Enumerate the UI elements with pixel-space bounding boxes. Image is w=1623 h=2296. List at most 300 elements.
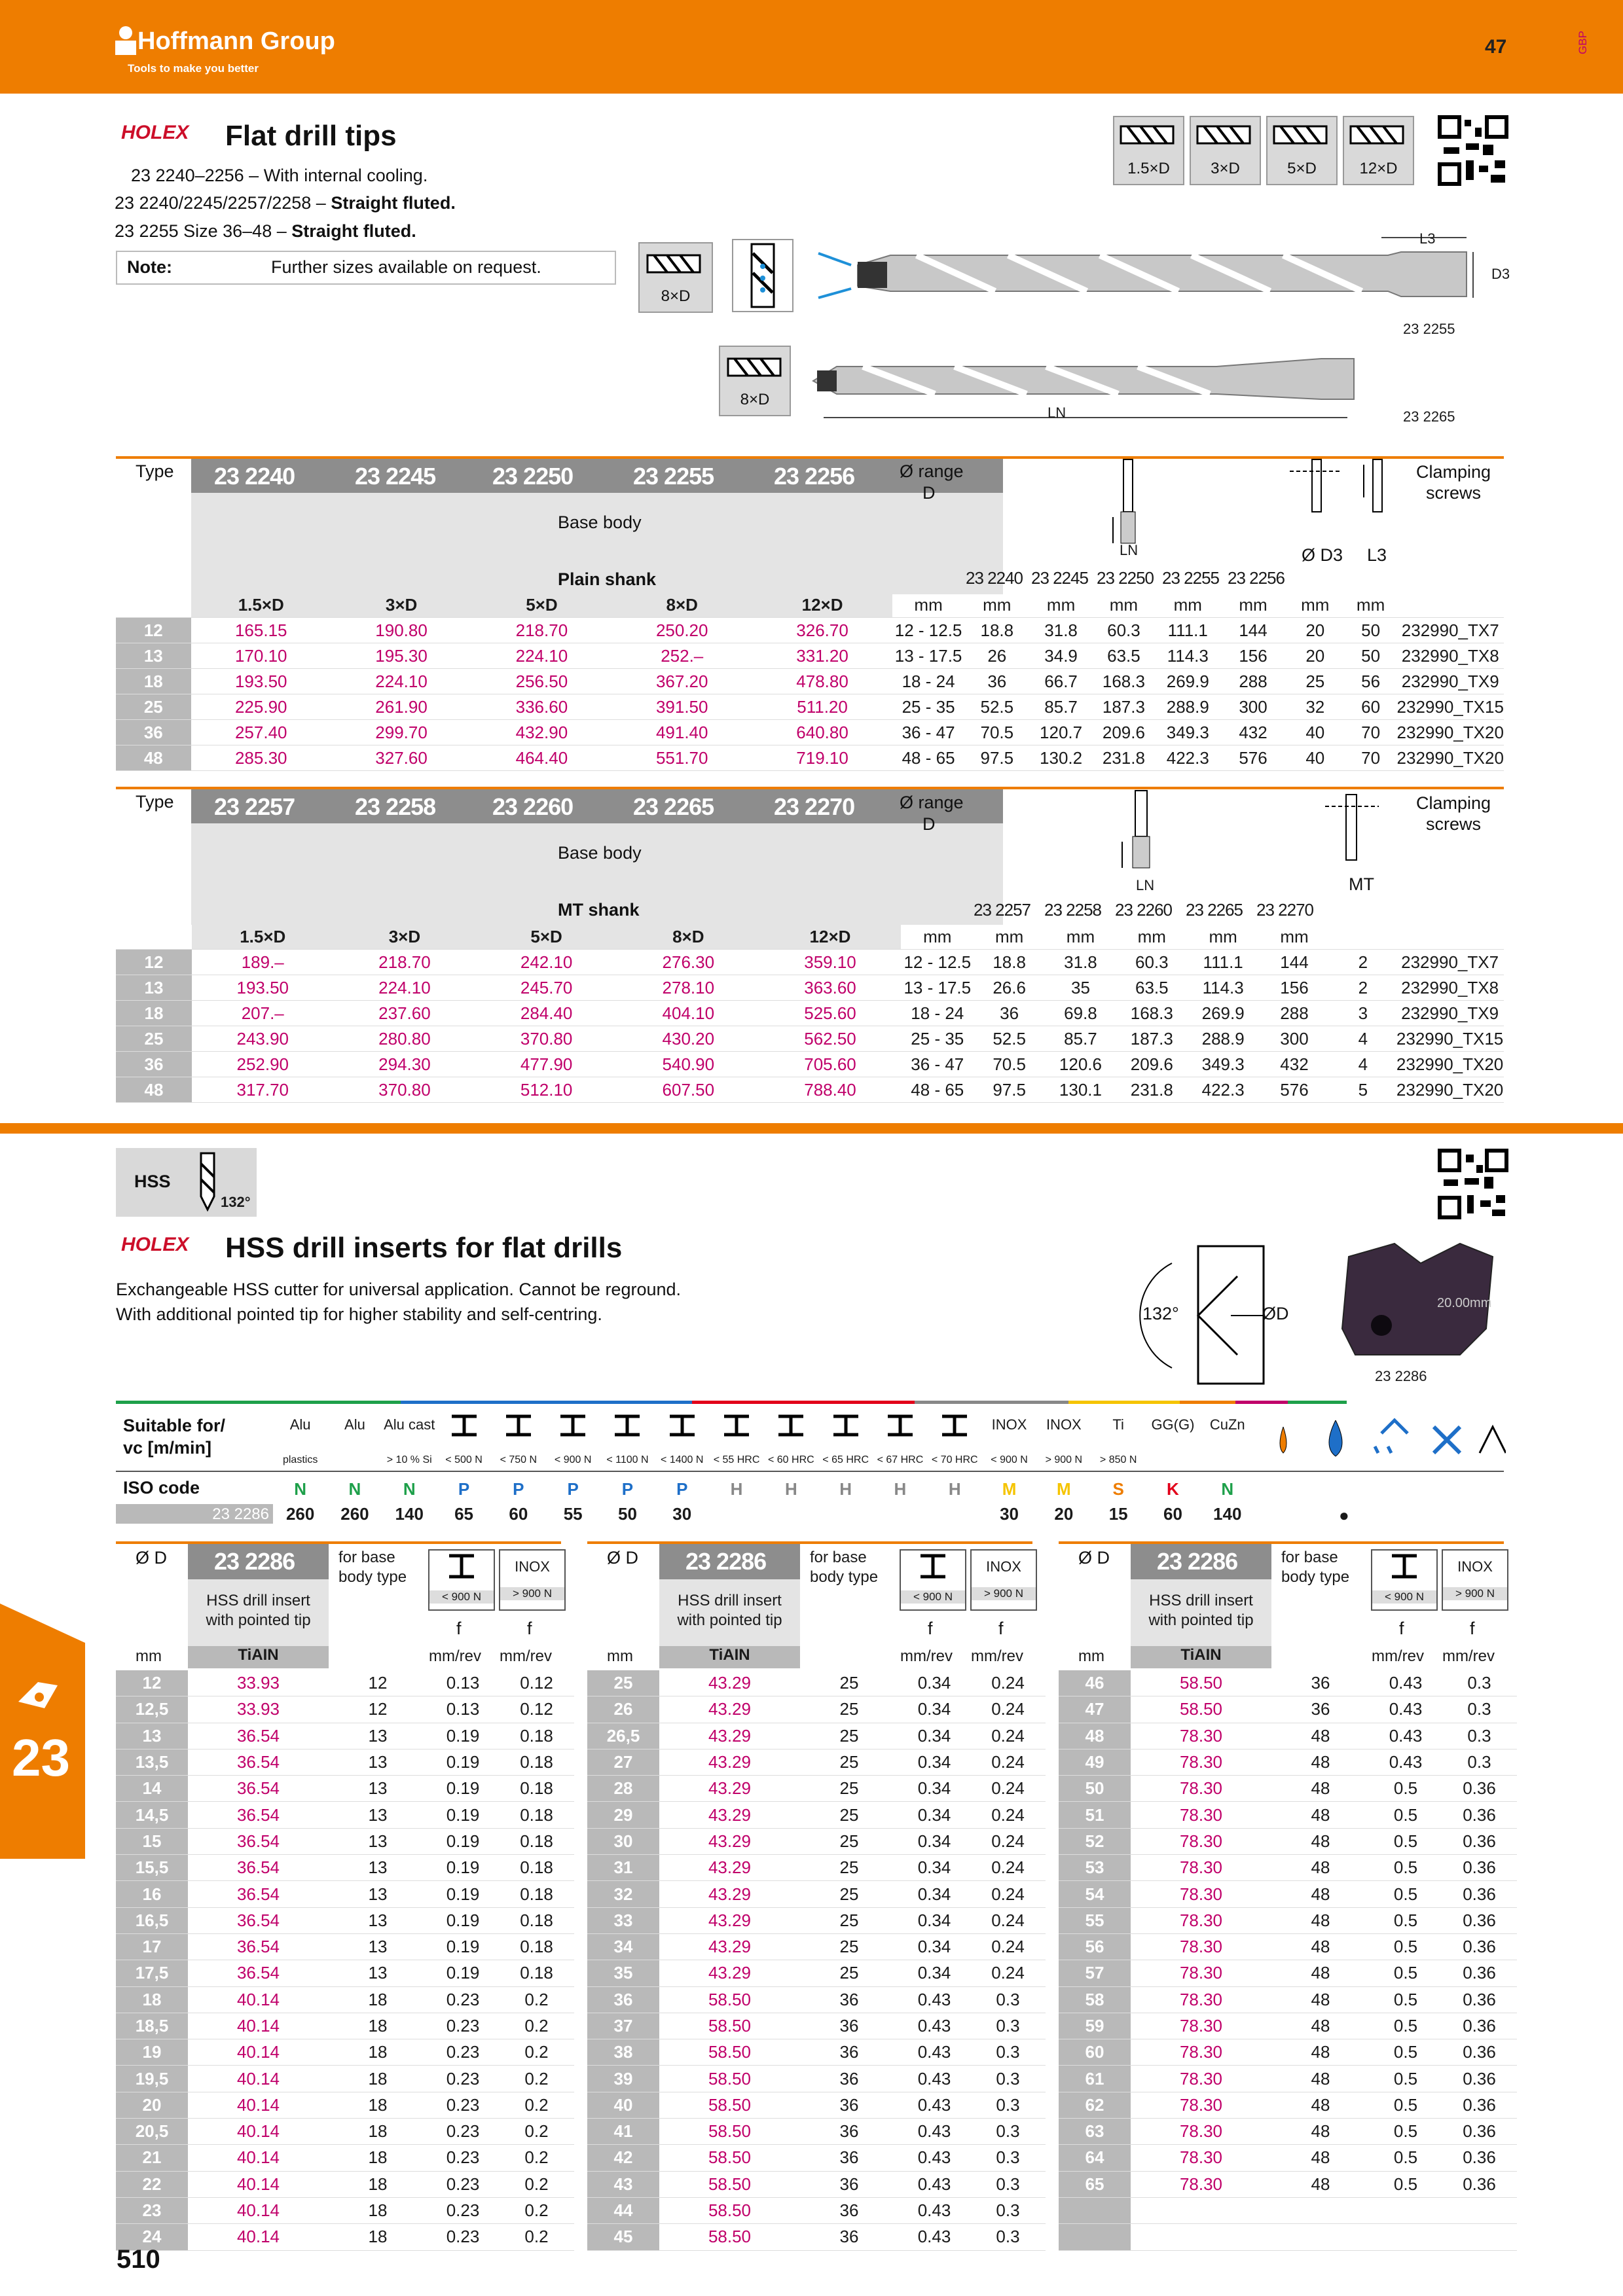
price-cell: 58.50	[659, 2197, 800, 2223]
size-cell: 56	[1059, 1933, 1131, 1960]
dim-ln: LN	[1048, 404, 1067, 421]
inox-icon-box	[499, 1549, 566, 1611]
size-cell: 23	[116, 2197, 188, 2223]
steel-beam-icon	[775, 1412, 807, 1439]
f-inox-cell: 0.2	[499, 2145, 574, 2171]
table-row	[587, 1802, 1046, 1828]
steel-beam-icon	[901, 1551, 965, 1583]
table-row	[1059, 2066, 1517, 2092]
price-cell: 78.30	[1131, 1776, 1271, 1802]
size-cell: 12	[116, 950, 192, 975]
hss-badge	[116, 1148, 257, 1217]
screw-cell: 232990_TX20	[1396, 720, 1504, 745]
price-cell: 58.50	[659, 2013, 800, 2039]
base-type-cell: 48	[1271, 2039, 1370, 2066]
f-steel-cell: 0.34	[898, 1828, 970, 1854]
material-col	[437, 1407, 491, 1525]
f-inox-cell: 0.2	[499, 2224, 574, 2250]
price-cell: 256.50	[471, 669, 611, 694]
f-steel-cell: 0.43	[898, 2171, 970, 2197]
price-cell: 43.29	[659, 1960, 800, 1986]
f-steel-cell: 0.5	[1370, 1802, 1442, 1828]
vc-value: 30	[672, 1504, 692, 1524]
table-row	[116, 1855, 574, 1881]
code-23-2250: 23 2250	[492, 463, 574, 490]
table-row	[587, 2224, 1046, 2250]
mt-cell: 4	[1330, 1026, 1396, 1052]
price-cell: 261.90	[331, 694, 471, 720]
table1-row	[116, 618, 1504, 643]
price-cell: 326.70	[752, 618, 892, 643]
ln-cell: 36	[974, 1001, 1045, 1026]
table-row	[1059, 1855, 1517, 1881]
f-inox-cell: 0.12	[499, 1670, 574, 1696]
iso-letter: P	[458, 1479, 470, 1499]
iso-letter: H	[784, 1479, 797, 1499]
f-steel-cell: 0.34	[898, 1696, 970, 1723]
ln-cell: 97.5	[974, 1077, 1045, 1103]
base-type-cell: 25	[800, 1960, 898, 1986]
price-cell: 78.30	[1131, 1828, 1271, 1854]
table1-row	[116, 669, 1504, 694]
f-inox-cell: 0.2	[499, 2092, 574, 2118]
price-cell: 43.29	[659, 1749, 800, 1775]
base-type-cell: 18	[329, 2171, 427, 2197]
section-title-hss: HSS drill inserts for flat drills	[225, 1232, 623, 1264]
base-type-cell: 48	[1271, 1881, 1370, 1907]
d3-cell: 40	[1286, 720, 1345, 745]
desc-line-1: 23 2240–2256 – With internal cooling.	[131, 166, 428, 185]
base-type-cell: 18	[329, 1986, 427, 2013]
insert-marking: 20.00mm	[1437, 1296, 1492, 1310]
f-steel-cell: 0.19	[427, 1802, 499, 1828]
vc-value: 50	[617, 1504, 637, 1524]
logo-tagline: Tools to make you better	[128, 62, 259, 75]
size-cell: 19	[116, 2039, 188, 2066]
ln-cell: 114.3	[1188, 975, 1259, 1001]
table-row	[1059, 1933, 1517, 1960]
steel-beam-icon	[502, 1412, 535, 1439]
size-cell: 62	[1059, 2092, 1131, 2118]
price-cell: 40.14	[188, 2197, 329, 2223]
size-cell: 48	[116, 745, 191, 771]
size-cell: 55	[1059, 1907, 1131, 1933]
price-cell: 36.54	[188, 1776, 329, 1802]
size-cell: 33	[587, 1907, 659, 1933]
table1-row	[116, 720, 1504, 745]
material-col	[600, 1407, 655, 1525]
insert-rows	[587, 1670, 1046, 2251]
insert-desc: HSS drill insert with pointed tip	[677, 1592, 782, 1629]
price-cell: 58.50	[1131, 1696, 1271, 1723]
screw-cell: 232990_TX8	[1396, 643, 1504, 669]
ln-cell: 130.2	[1030, 745, 1093, 771]
f-inox-cell: 0.24	[970, 1828, 1046, 1854]
base-type-cell: 48	[1271, 1986, 1370, 2013]
ln-cell: 26.6	[974, 975, 1045, 1001]
size-cell: 29	[587, 1802, 659, 1828]
table-row	[1059, 1723, 1517, 1749]
table2-row	[116, 1001, 1504, 1026]
table-row	[1059, 1802, 1517, 1828]
base-type-cell: 48	[1271, 1776, 1370, 1802]
f-label-2: f	[527, 1619, 532, 1638]
f-steel-cell: 0.43	[1370, 1670, 1442, 1696]
table-row	[1059, 2224, 1517, 2250]
f-steel-cell: 0.23	[427, 2119, 499, 2145]
ln-cell: 120.7	[1030, 720, 1093, 745]
size-cell: 37	[587, 2013, 659, 2039]
qr-code-icon[interactable]	[1437, 115, 1509, 187]
table-row	[1059, 2145, 1517, 2171]
material-sub: < 1400 N	[661, 1454, 704, 1465]
table-row	[587, 1907, 1046, 1933]
base-type-cell: 48	[1271, 1960, 1370, 1986]
f-steel-cell: 0.19	[427, 1855, 499, 1881]
table1-row	[116, 643, 1504, 669]
size-cell: 44	[587, 2197, 659, 2223]
size-cell: 36	[116, 720, 191, 745]
mt-cell: 3	[1330, 1001, 1396, 1026]
ln-cell: 36	[964, 669, 1030, 694]
base-type-cell: 36	[800, 2224, 898, 2250]
base-type-cell	[1271, 2197, 1370, 2223]
price-cell: 40.14	[188, 1986, 329, 2013]
range-cell: 12 - 12.5	[901, 950, 974, 975]
f-inox-cell: 0.18	[499, 1907, 574, 1933]
ln-cell: 70.5	[964, 720, 1030, 745]
gt900-label: > 900 N	[1443, 1587, 1507, 1600]
base-type-cell: 48	[1271, 1907, 1370, 1933]
ln-cell: 269.9	[1155, 669, 1220, 694]
range-cell: 48 - 65	[901, 1077, 974, 1103]
ln-cell: 69.8	[1045, 1001, 1116, 1026]
insert-rows	[116, 1670, 574, 2251]
f-steel-cell: 0.5	[1370, 1960, 1442, 1986]
f-steel-cell: 0.5	[1370, 2039, 1442, 2066]
table1-base-body	[191, 493, 1003, 594]
price-cell: 43.29	[659, 1828, 800, 1854]
code-23-2258: 23 2258	[355, 793, 436, 820]
size-cell: 51	[1059, 1802, 1131, 1828]
table-row	[116, 1881, 574, 1907]
table-row	[587, 2013, 1046, 2039]
f-inox-cell: 0.3	[970, 2092, 1046, 2118]
ln-cell: 231.8	[1116, 1077, 1188, 1103]
iso-letter: H	[839, 1479, 852, 1499]
f-inox-cell: 0.36	[1442, 1828, 1517, 1854]
table-row	[587, 2066, 1046, 2092]
img-label-23-2265: 23 2265	[1403, 408, 1455, 425]
price-cell: 43.29	[659, 1907, 800, 1933]
size-cell: 42	[587, 2145, 659, 2171]
insert-code-header	[659, 1544, 800, 1579]
hss-desc-1: Exchangeable HSS cutter for universal application. Cannot be reground.	[116, 1280, 682, 1299]
size-cell: 13	[116, 975, 192, 1001]
qr-code-icon-2[interactable]	[1437, 1148, 1509, 1220]
price-cell: 43.29	[659, 1855, 800, 1881]
price-cell: 33.93	[188, 1696, 329, 1723]
f-steel-cell: 0.5	[1370, 1828, 1442, 1854]
price-cell: 40.14	[188, 2171, 329, 2197]
f-steel-cell: 0.34	[898, 1855, 970, 1881]
coating-label: TiAIN	[1180, 1646, 1222, 1664]
table-row	[1059, 1828, 1517, 1854]
section-divider	[0, 1123, 1623, 1134]
price-cell: 193.50	[192, 975, 334, 1001]
coating-label: TiAIN	[709, 1646, 750, 1664]
ln-cell: 432	[1220, 720, 1286, 745]
price-cell: 78.30	[1131, 1749, 1271, 1775]
f-steel-cell: 0.5	[1370, 1986, 1442, 2013]
iso-letter: H	[894, 1479, 907, 1499]
table-row	[1059, 1696, 1517, 1723]
size-cell: 18	[116, 1001, 192, 1026]
d3-cell: 20	[1286, 643, 1345, 669]
coolant-icon	[732, 239, 793, 312]
table2-type-label: Type	[136, 792, 174, 812]
material-col	[873, 1407, 927, 1525]
material-name: Ti	[1112, 1416, 1124, 1433]
f-inox-cell: 0.36	[1442, 2013, 1517, 2039]
photo-label: 23 2286	[1375, 1368, 1427, 1384]
f-steel-cell: 0.23	[427, 2013, 499, 2039]
f-inox-cell: 0.3	[970, 2066, 1046, 2092]
size-cell: 35	[587, 1960, 659, 1986]
range-cell: 36 - 47	[901, 1052, 974, 1077]
f-inox-cell: 0.3	[1442, 1749, 1517, 1775]
size-cell: 60	[1059, 2039, 1131, 2066]
f-steel-cell: 0.34	[898, 1960, 970, 1986]
table-row	[1059, 2092, 1517, 2118]
price-cell: 276.30	[617, 950, 759, 975]
vc-value: 65	[454, 1504, 473, 1524]
price-cell: 257.40	[191, 720, 331, 745]
code-23-2255: 23 2255	[633, 463, 714, 490]
range-cell: 36 - 47	[892, 720, 964, 745]
f-inox-cell: 0.24	[970, 1670, 1046, 1696]
iso-letter: S	[1112, 1479, 1124, 1499]
l3-cell: 70	[1345, 720, 1397, 745]
table-row	[1059, 2039, 1517, 2066]
f-steel-cell: 0.5	[1370, 2171, 1442, 2197]
price-cell: 40.14	[188, 2224, 329, 2250]
base-type-cell: 25	[800, 1723, 898, 1749]
f-steel-cell: 0.43	[898, 2119, 970, 2145]
table2-range-label: Ø range	[900, 793, 964, 812]
price-cell: 36.54	[188, 1802, 329, 1828]
base-type-cell: 48	[1271, 1723, 1370, 1749]
price-cell: 78.30	[1131, 1855, 1271, 1881]
price-cell: 705.60	[759, 1052, 902, 1077]
vc-value: 260	[340, 1504, 369, 1524]
f-inox-cell: 0.18	[499, 1933, 574, 1960]
vc-value: 260	[285, 1504, 315, 1524]
base-type-cell: 12	[329, 1696, 427, 1723]
price-cell: 189.–	[192, 950, 334, 975]
table-row	[587, 2039, 1046, 2066]
vc-value: 55	[563, 1504, 583, 1524]
ln-cell: 288	[1220, 669, 1286, 694]
ln-cell: 269.9	[1188, 1001, 1259, 1026]
ln-cell: 31.8	[1045, 950, 1116, 975]
material-name: Alu cast	[384, 1416, 435, 1433]
material-sub: < 900 N	[554, 1454, 592, 1465]
lt900-label: < 900 N	[901, 1590, 965, 1604]
f-steel-cell	[1370, 2197, 1442, 2223]
size-cell: 54	[1059, 1881, 1131, 1907]
price-cell: 40.14	[188, 2119, 329, 2145]
price-cell: 193.50	[191, 669, 331, 694]
iso-letter: M	[1057, 1479, 1071, 1499]
base-type-cell: 36	[1271, 1670, 1370, 1696]
price-cell: 78.30	[1131, 2145, 1271, 2171]
shank-label: Plain shank	[558, 569, 657, 589]
ln-cell: 576	[1220, 745, 1286, 771]
iso-letter: N	[294, 1479, 307, 1499]
price-cell: 562.50	[759, 1026, 902, 1052]
f-steel-cell: 0.5	[1370, 1776, 1442, 1802]
price-cell: 299.70	[331, 720, 471, 745]
table-row	[1059, 1776, 1517, 1802]
f-steel-cell: 0.19	[427, 1749, 499, 1775]
table-row	[1059, 2119, 1517, 2145]
price-cell: 224.10	[471, 643, 611, 669]
badge-12xd: 12×D	[1343, 116, 1414, 185]
price-cell: 511.20	[752, 694, 892, 720]
base-type-cell: 25	[800, 1749, 898, 1775]
table-row	[116, 1723, 574, 1749]
insert-rows	[1059, 1670, 1517, 2251]
steel-beam-icon	[448, 1412, 481, 1439]
range-cell: 18 - 24	[892, 669, 964, 694]
diagram-angle: 132°	[1142, 1304, 1179, 1323]
size-cell: 16	[116, 1881, 188, 1907]
f-inox-cell: 0.24	[970, 1776, 1046, 1802]
col-d-label: Ø D	[1078, 1548, 1110, 1568]
price-cell: 43.29	[659, 1933, 800, 1960]
price-cell: 525.60	[759, 1001, 902, 1026]
material-col	[818, 1407, 873, 1525]
f-inox-cell: 0.2	[499, 2119, 574, 2145]
steel-beam-icon	[429, 1551, 494, 1583]
insert-desc: HSS drill insert with pointed tip	[206, 1592, 311, 1629]
f-steel-cell: 0.13	[427, 1670, 499, 1696]
f-inox-cell: 0.24	[970, 1749, 1046, 1775]
size-cell: 40	[587, 2092, 659, 2118]
size-cell: 43	[587, 2171, 659, 2197]
lt900-label: < 900 N	[1372, 1590, 1436, 1604]
ln-cell: 300	[1220, 694, 1286, 720]
f-steel-cell: 0.43	[898, 2224, 970, 2250]
price-cell: 58.50	[659, 2092, 800, 2118]
note-text: Further sizes available on request.	[271, 257, 541, 277]
screw-cell: 232990_TX7	[1396, 950, 1504, 975]
price-cell: 36.54	[188, 1881, 329, 1907]
price-cell: 190.80	[331, 618, 471, 643]
material-sub: < 500 N	[445, 1454, 483, 1465]
screw-cell: 232990_TX7	[1396, 618, 1504, 643]
price-cell: 78.30	[1131, 1802, 1271, 1828]
f-inox-cell	[1442, 2224, 1517, 2250]
f-steel-cell: 0.43	[1370, 1696, 1442, 1723]
f-steel-cell: 0.34	[898, 1776, 970, 1802]
range-cell: 25 - 35	[901, 1026, 974, 1052]
ln-cell: 187.3	[1093, 694, 1156, 720]
price-cell: 607.50	[617, 1077, 759, 1103]
coating-label: TiAIN	[238, 1646, 279, 1664]
screw-cell: 232990_TX15	[1396, 694, 1504, 720]
f-steel-cell: 0.23	[427, 2224, 499, 2250]
f-inox-cell: 0.18	[499, 1723, 574, 1749]
table2-row	[116, 950, 1504, 975]
table-row	[1059, 2197, 1517, 2223]
size-cell: 12	[116, 618, 191, 643]
f-steel-cell: 0.13	[427, 1696, 499, 1723]
f-steel-cell: 0.5	[1370, 1855, 1442, 1881]
screw-cell: 232990_TX15	[1396, 1026, 1504, 1052]
base-type-cell: 13	[329, 1933, 427, 1960]
ln-cell: 288.9	[1188, 1026, 1259, 1052]
f-inox-cell: 0.3	[1442, 1696, 1517, 1723]
iso-letter: P	[567, 1479, 579, 1499]
f-inox-cell: 0.3	[970, 2171, 1046, 2197]
price-cell: 36.54	[188, 1933, 329, 1960]
price-cell: 43.29	[659, 1802, 800, 1828]
f-steel-cell: 0.43	[1370, 1723, 1442, 1749]
insert-code-header	[1131, 1544, 1271, 1579]
code-23-2256: 23 2256	[774, 463, 855, 490]
base-type-cell: 36	[800, 2145, 898, 2171]
l3-cell: 50	[1345, 643, 1397, 669]
f-steel-cell: 0.23	[427, 2145, 499, 2171]
desc-line-2: 23 2240/2245/2257/2258 – Straight fluted.	[115, 193, 456, 213]
ln-drill-icon-2	[1113, 789, 1165, 888]
material-sub: > 900 N	[1045, 1454, 1083, 1465]
size-cell: 48	[116, 1077, 192, 1103]
table-row	[116, 2092, 574, 2118]
base-type-cell: 36	[1271, 1696, 1370, 1723]
table1-l3-label: L3	[1367, 545, 1387, 565]
table-row	[1059, 1986, 1517, 2013]
f-inox-cell: 0.36	[1442, 2066, 1517, 2092]
price-cell: 40.14	[188, 2066, 329, 2092]
range-cell: 12 - 12.5	[892, 618, 964, 643]
price-cell: 477.90	[475, 1052, 617, 1077]
price-cell: 250.20	[612, 618, 752, 643]
img-label-23-2255: 23 2255	[1403, 321, 1455, 337]
vc-value: 140	[1213, 1504, 1242, 1524]
size-cell: 65	[1059, 2171, 1131, 2197]
size-cell: 48	[1059, 1723, 1131, 1749]
steel-beam-icon	[720, 1412, 753, 1439]
material-sub: < 65 HRC	[822, 1454, 869, 1465]
ln-cell: 120.6	[1045, 1052, 1116, 1077]
chapter-icon	[12, 1672, 64, 1718]
table-row	[1059, 1960, 1517, 1986]
f-inox-cell: 0.36	[1442, 2119, 1517, 2145]
f-steel-cell: 0.5	[1370, 2145, 1442, 2171]
f-inox-cell: 0.36	[1442, 2092, 1517, 2118]
screw-cell: 232990_TX9	[1396, 1001, 1504, 1026]
price-cell: 195.30	[331, 643, 471, 669]
price-cell: 278.10	[617, 975, 759, 1001]
coating-cell	[659, 1646, 800, 1668]
table-row	[587, 2119, 1046, 2145]
size-cell: 17,5	[116, 1960, 188, 1986]
f-steel-cell: 0.19	[427, 1933, 499, 1960]
table-row	[587, 2171, 1046, 2197]
